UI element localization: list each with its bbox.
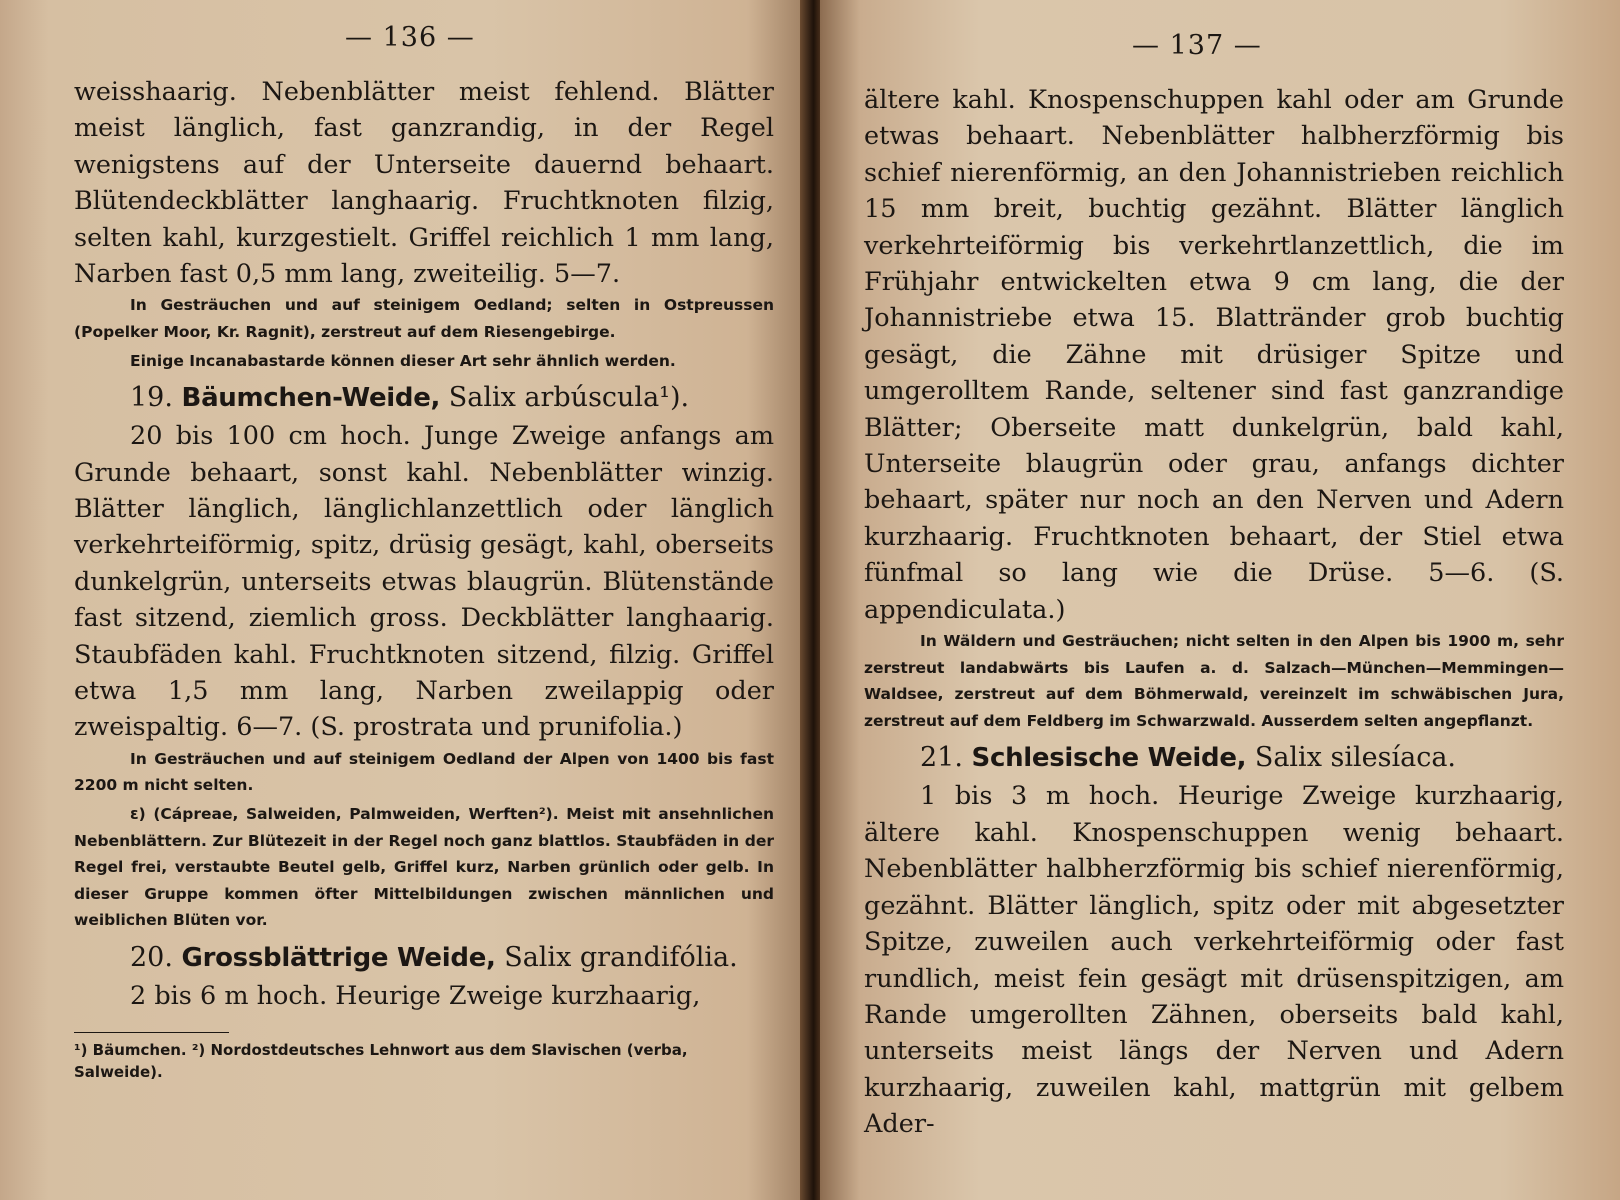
habitat-note: In Gesträuchen und auf steinigem Oedland der Alpen von 1400 bis fast 2200 m nicht selten.	[74, 749, 774, 795]
species-common-name: Schlesische Weide,	[971, 743, 1247, 774]
species-heading-21	[864, 738, 1564, 778]
page-number-left: — 136 —	[345, 22, 475, 53]
species-number: 21.	[920, 742, 963, 774]
page-number-right: — 137 —	[1132, 30, 1262, 61]
species-number: 20.	[130, 942, 173, 974]
species-heading-19	[74, 378, 774, 418]
species-latin-name: Salix silesíaca.	[1254, 742, 1456, 774]
right-page	[820, 0, 1620, 1200]
right-page-text	[864, 82, 1564, 1143]
footnote-rule	[74, 1032, 229, 1033]
footnote: ¹) Bäumchen. ²) Nordostdeutsches Lehnwort aus dem Slavischen (verba, Salweide).	[74, 1041, 688, 1082]
group-description: ε) (Cápreae, Salweiden, Palmweiden, Werften²). Meist mit ansehnlichen Nebenblättern. Zur Blütezeit in der Regel noch ganz blattlos. Staubfäden in der Regel frei, verstaubte Beutel gelb, Griffel kurz, Narben grünlich oder gelb. In dieser Gruppe kommen öfter Mittelbildungen zwischen männlichen und weiblichen Blüten vor.	[74, 805, 774, 930]
species-latin-name: Salix grandifólia.	[504, 942, 738, 974]
species-latin-name: Salix arbúscula¹).	[448, 382, 690, 414]
species-common-name: Bäumchen-Weide,	[181, 383, 441, 414]
paragraph-continuation: ältere kahl. Knospenschuppen kahl oder am Grunde etwas behaart. Nebenblätter halbherzförmig bis schief nierenförmig, an den Johannistrieben reichlich 15 mm breit, buchtig gezähnt. Blätter länglich verkehrteiförmig bis verkehrtlanzettlich, die im Frühjahr entwickelten etwa 9 cm lang, die der Johannistriebe etwa 15. Blattränder grob buchtig gesägt, die Zähne mit drüsiger Spitze und umgerolltem Rande, seltener sind fast ganzrandige Blätter; Oberseite matt dunkelgrün, bald kahl, Unterseite blaugrün oder grau, anfangs dichter behaart, später nur noch an den Nerven und Adern kurzhaarig. Fruchtknoten behaart, der Stiel etwa fünfmal so lang wie die Drüse. 5—6. (S. appendiculata.)	[864, 85, 1564, 625]
habitat-note: In Gesträuchen und auf steinigem Oedland; selten in Ostpreussen (Popelker Moor, Kr. Ragnit), zerstreut auf dem Riesengebirge.	[74, 296, 774, 342]
left-page-text	[74, 74, 774, 1083]
species-description: 2 bis 6 m hoch. Heurige Zweige kurzhaarig,	[130, 981, 701, 1012]
species-heading-20	[74, 938, 774, 978]
species-description: 20 bis 100 cm hoch. Junge Zweige anfangs am Grunde behaart, sonst kahl. Nebenblätter winzig. Blätter länglich, länglichlanzettlich oder länglich verkehrteiförmig, spitz, drüsig gesägt, kahl, oberseits dunkelgrün, unterseits etwas blaugrün. Blütenstände fast sitzend, ziemlich gross. Deckblätter langhaarig. Staubfäden kahl. Fruchtknoten sitzend, filzig. Griffel etwa 1,5 mm lang, Narben zweilappig oder zweispaltig. 6—7. (S. prostrata und prunifolia.)	[74, 421, 774, 743]
habitat-note: In Wäldern und Gesträuchen; nicht selten in den Alpen bis 1900 m, sehr zerstreut landabwärts bis Laufen a. d. Salzach—München—Memmingen—Waldsee, zerstreut auf dem Böhmerwald, vereinzelt im schwäbischen Jura, zerstreut auf dem Feldberg im Schwarzwald. Ausserdem selten angepflanzt.	[864, 632, 1564, 730]
hybrid-note: Einige Incanabastarde können dieser Art sehr ähnlich werden.	[130, 351, 676, 370]
species-description: 1 bis 3 m hoch. Heurige Zweige kurzhaarig, ältere kahl. Knospenschuppen wenig behaart. Nebenblätter halbherzförmig bis schief nierenförmig, gezähnt. Blätter länglich, spitz oder mit abgesetzter Spitze, zuweilen auch verkehrteiförmig oder fast rundlich, meist fein gesägt mit drüsenspitzigen, am Rande umgerollten Zähnen, oberseits bald kahl, unterseits meist längs der Nerven und Adern kurzhaarig, zuweilen kahl, mattgrün mit gelbem Ader-	[864, 781, 1564, 1140]
species-number: 19.	[130, 382, 173, 414]
species-common-name: Grossblättrige Weide,	[181, 943, 496, 974]
paragraph-continuation: weisshaarig. Nebenblätter meist fehlend. Blätter meist länglich, fast ganzrandig, in der Regel wenigstens auf der Unterseite dauernd behaart. Blütendeckblätter langhaarig. Fruchtknoten filzig, selten kahl, kurzgestielt. Griffel reichlich 1 mm lang, Narben fast 0,5 mm lang, zweiteilig. 5—7.	[74, 77, 774, 290]
